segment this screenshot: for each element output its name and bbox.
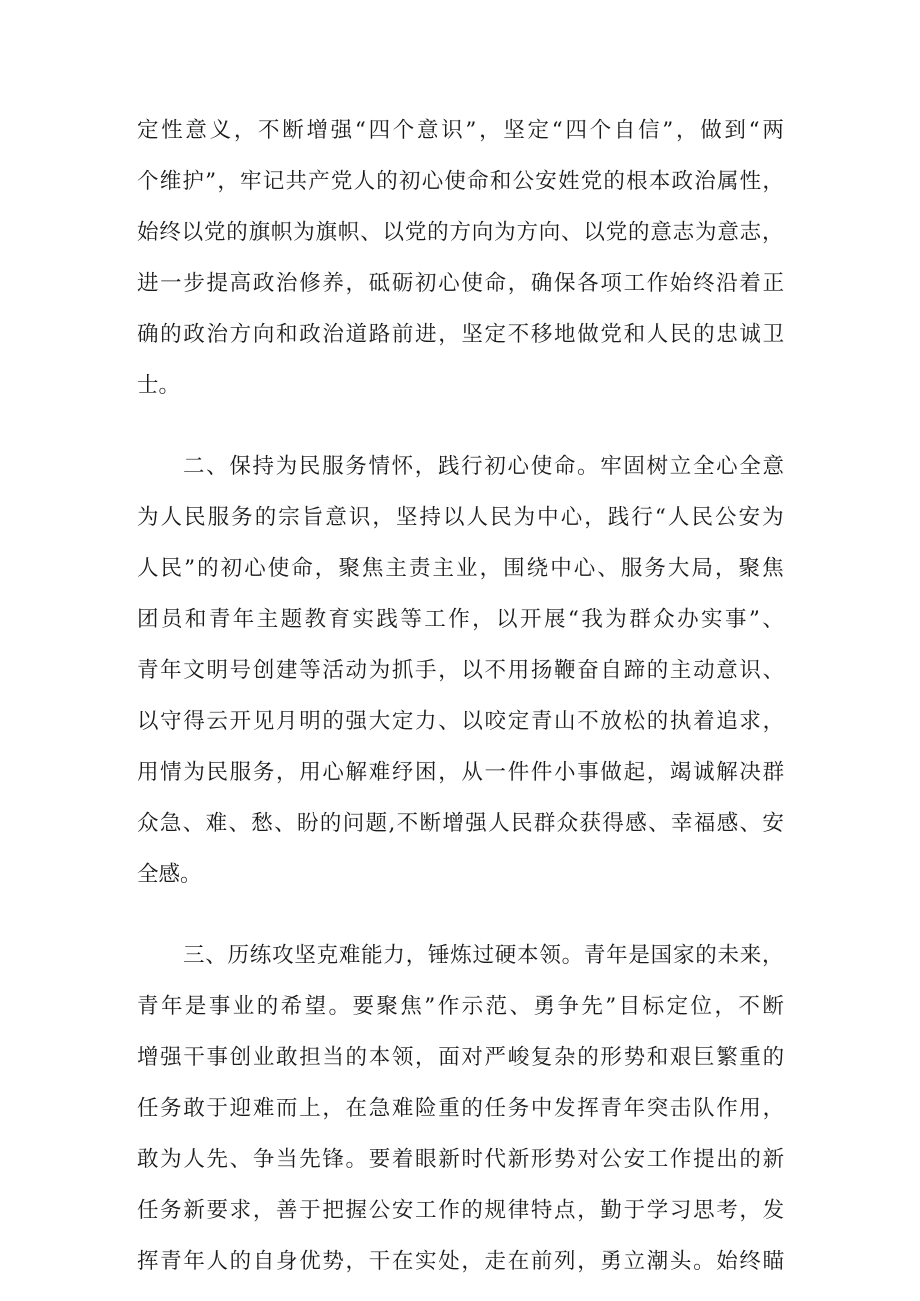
text-line: 任务新要求，善于把握公安工作的规律特点，勤于学习思考，发 <box>137 1198 786 1223</box>
text-line: 青年是事业的希望。要聚焦”作示范、勇争先”目标定位，不断 <box>137 994 787 1019</box>
text-line: 团员和青年主题教育实践等工作，以开展“我为群众办实事”、 <box>137 607 787 632</box>
text-line: 用情为民服务，用心解难纾困，从一件件小事做起，竭诚解决群 <box>137 760 786 785</box>
text-line: 三、历练攻坚克难能力，锤炼过硬本领。青年是国家的未来， <box>183 943 785 968</box>
text-line: 二、保持为民服务情怀，践行初心使命。牢固树立全心全意 <box>183 454 786 479</box>
text-line: 为人民服务的宗旨意识，坚持以人民为中心，践行“人民公安为 <box>137 505 786 530</box>
text-line: 全感。 <box>137 862 202 887</box>
text-line: 增强干事创业敢担当的本领，面对严峻复杂的形势和艰巨繁重的 <box>137 1045 786 1070</box>
text-line: 敢为人先、争当先锋。要着眼新时代新形势对公安工作提出的新 <box>137 1147 786 1172</box>
text-line: 个维护”，牢记共产党人的初心使命和公安姓党的根本政治属性， <box>137 169 786 194</box>
text-line: 人民”的初心使命，聚焦主责主业，围绕中心、服务大局，聚焦 <box>137 556 786 581</box>
text-line: 任务敢于迎难而上，在急难险重的任务中发挥青年突击队作用， <box>137 1096 786 1121</box>
text-line: 始终以党的旗帜为旗帜、以党的方向为方向、以党的意志为意志， <box>137 220 785 245</box>
text-line: 士。 <box>137 373 181 398</box>
text-line: 以守得云开见月明的强大定力、以咬定青山不放松的执着追求， <box>137 709 786 734</box>
text-line: 进一步提高政治修养，砥砺初心使命，确保各项工作始终沿着正 <box>137 271 786 296</box>
text-line: 青年文明号创建等活动为抓手，以不用扬鞭奋自蹄的主动意识、 <box>137 658 786 683</box>
text-line: 确的政治方向和政治道路前进，坚定不移地做党和人民的忠诚卫 <box>137 322 786 347</box>
text-line: 挥青年人的自身优势，干在实处，走在前列，勇立潮头。始终瞄 <box>137 1249 786 1274</box>
text-line: 众急、难、愁、盼的问题,不断增强人民群众获得感、幸福感、安 <box>137 811 786 836</box>
text-line: 定性意义，不断增强“四个意识”，坚定“四个自信”，做到“两 <box>137 118 787 143</box>
